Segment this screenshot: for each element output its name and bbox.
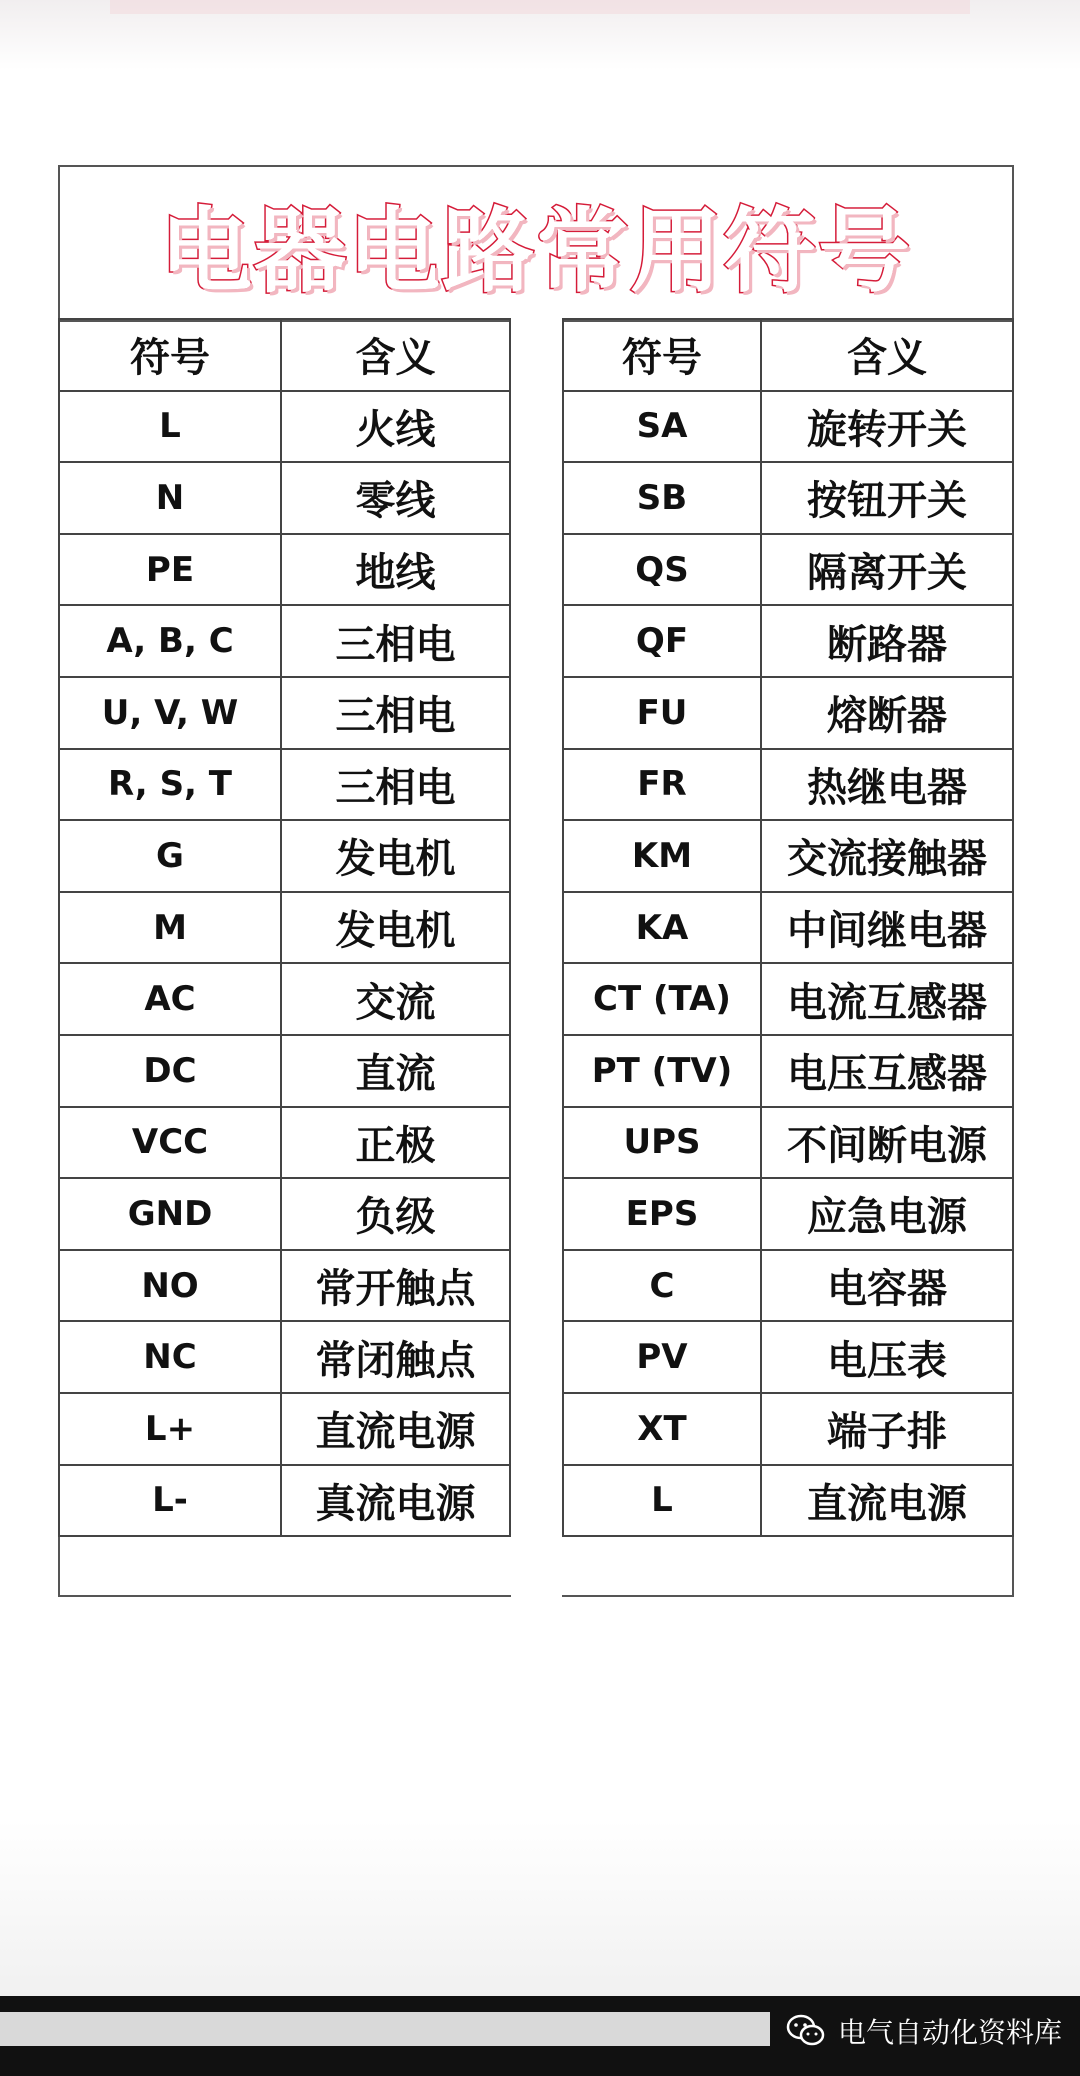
- meaning-cell: 发电机: [281, 892, 510, 964]
- table-row: [59, 820, 510, 892]
- table-row: [563, 820, 1013, 892]
- table-header-row: [59, 319, 510, 391]
- meaning-cell: 直流电源: [281, 1393, 510, 1465]
- symbol-cell: PT (TV): [563, 1035, 761, 1107]
- right-table-body: [563, 319, 1013, 1536]
- watermark: [786, 2006, 1062, 2056]
- meaning-cell: 电压表: [761, 1321, 1013, 1393]
- header-symbol: 符号: [563, 319, 761, 391]
- meaning-cell: 交流: [281, 963, 510, 1035]
- meaning-cell: 负级: [281, 1178, 510, 1250]
- symbol-cell: L-: [59, 1465, 281, 1537]
- meaning-cell: 交流接触器: [761, 820, 1013, 892]
- table-row: [59, 391, 510, 463]
- table-row: [59, 892, 510, 964]
- meaning-cell: 三相电: [281, 677, 510, 749]
- symbol-cell: FU: [563, 677, 761, 749]
- left-table-body: [59, 319, 510, 1536]
- table-row: [59, 749, 510, 821]
- watermark-text: 电气自动化资料库: [837, 2016, 1062, 2049]
- table-row: [563, 749, 1013, 821]
- symbol-cell: L+: [59, 1393, 281, 1465]
- header-symbol: 符号: [59, 319, 281, 391]
- symbol-cell: L: [59, 391, 281, 463]
- symbol-cell: DC: [59, 1035, 281, 1107]
- top-strip: [0, 0, 1080, 70]
- symbol-cell: QF: [563, 605, 761, 677]
- header-meaning: 含义: [761, 319, 1013, 391]
- symbol-cell: NO: [59, 1250, 281, 1322]
- right-symbol-table: [562, 318, 1014, 1537]
- table-row: [59, 462, 510, 534]
- page-title: 电器电路常用符号: [159, 197, 912, 305]
- table-row: [59, 1321, 510, 1393]
- symbol-cell: AC: [59, 963, 281, 1035]
- symbol-cell: R, S, T: [59, 749, 281, 821]
- table-row: [59, 1178, 510, 1250]
- meaning-cell: 常闭触点: [281, 1321, 510, 1393]
- symbol-cell: CT (TA): [563, 963, 761, 1035]
- meaning-cell: 中间继电器: [761, 892, 1013, 964]
- title-box: [60, 167, 1012, 322]
- table-row: [563, 1465, 1013, 1537]
- meaning-cell: 零线: [281, 462, 510, 534]
- symbol-cell: FR: [563, 749, 761, 821]
- table-row: [563, 605, 1013, 677]
- table-row: [59, 534, 510, 606]
- meaning-cell: 端子排: [761, 1393, 1013, 1465]
- meaning-cell: 电流互感器: [761, 963, 1013, 1035]
- symbol-cell: VCC: [59, 1107, 281, 1179]
- table-row: [563, 1035, 1013, 1107]
- meaning-cell: 常开触点: [281, 1250, 510, 1322]
- table-row: [563, 677, 1013, 749]
- meaning-cell: 正极: [281, 1107, 510, 1179]
- table-divider-gap: [511, 318, 562, 1597]
- table-row: [563, 391, 1013, 463]
- table-row: [563, 1250, 1013, 1322]
- meaning-cell: 三相电: [281, 605, 510, 677]
- footer-light-band: [0, 2012, 770, 2046]
- symbol-cell: KM: [563, 820, 761, 892]
- symbol-cell: QS: [563, 534, 761, 606]
- table-row: [59, 963, 510, 1035]
- meaning-cell: 不间断电源: [761, 1107, 1013, 1179]
- meaning-cell: 发电机: [281, 820, 510, 892]
- table-row: [563, 1178, 1013, 1250]
- meaning-cell: 三相电: [281, 749, 510, 821]
- symbol-cell: EPS: [563, 1178, 761, 1250]
- symbol-cell: PV: [563, 1321, 761, 1393]
- symbol-cell: NC: [59, 1321, 281, 1393]
- table-row: [59, 1035, 510, 1107]
- header-meaning: 含义: [281, 319, 510, 391]
- table-row: [59, 1393, 510, 1465]
- wechat-icon: [786, 2014, 826, 2048]
- table-row: [563, 534, 1013, 606]
- meaning-cell: 地线: [281, 534, 510, 606]
- meaning-cell: 火线: [281, 391, 510, 463]
- symbol-cell: XT: [563, 1393, 761, 1465]
- table-row: [59, 1465, 510, 1537]
- table-row: [563, 963, 1013, 1035]
- meaning-cell: 直流: [281, 1035, 510, 1107]
- bottom-fade: [0, 1820, 1080, 1996]
- meaning-cell: 应急电源: [761, 1178, 1013, 1250]
- table-row: [59, 605, 510, 677]
- table-row: [563, 1321, 1013, 1393]
- symbol-cell: L: [563, 1465, 761, 1537]
- symbol-cell: SA: [563, 391, 761, 463]
- symbol-cell: U, V, W: [59, 677, 281, 749]
- table-header-row: [563, 319, 1013, 391]
- meaning-cell: 旋转开关: [761, 391, 1013, 463]
- meaning-cell: 热继电器: [761, 749, 1013, 821]
- meaning-cell: 电容器: [761, 1250, 1013, 1322]
- symbol-cell: UPS: [563, 1107, 761, 1179]
- meaning-cell: 电压互感器: [761, 1035, 1013, 1107]
- table-row: [563, 892, 1013, 964]
- table-row: [563, 1107, 1013, 1179]
- symbol-cell: KA: [563, 892, 761, 964]
- symbol-cell: GND: [59, 1178, 281, 1250]
- left-symbol-table: [58, 318, 511, 1537]
- symbol-cell: SB: [563, 462, 761, 534]
- meaning-cell: 真流电源: [281, 1465, 510, 1537]
- symbol-cell: C: [563, 1250, 761, 1322]
- table-row: [563, 1393, 1013, 1465]
- meaning-cell: 隔离开关: [761, 534, 1013, 606]
- table-row: [59, 1107, 510, 1179]
- symbol-cell: G: [59, 820, 281, 892]
- symbol-cell: PE: [59, 534, 281, 606]
- table-row: [59, 677, 510, 749]
- meaning-cell: 直流电源: [761, 1465, 1013, 1537]
- meaning-cell: 断路器: [761, 605, 1013, 677]
- meaning-cell: 熔断器: [761, 677, 1013, 749]
- symbol-cell: M: [59, 892, 281, 964]
- table-row: [563, 462, 1013, 534]
- symbol-cell: N: [59, 462, 281, 534]
- meaning-cell: 按钮开关: [761, 462, 1013, 534]
- table-row: [59, 1250, 510, 1322]
- symbol-cell: A, B, C: [59, 605, 281, 677]
